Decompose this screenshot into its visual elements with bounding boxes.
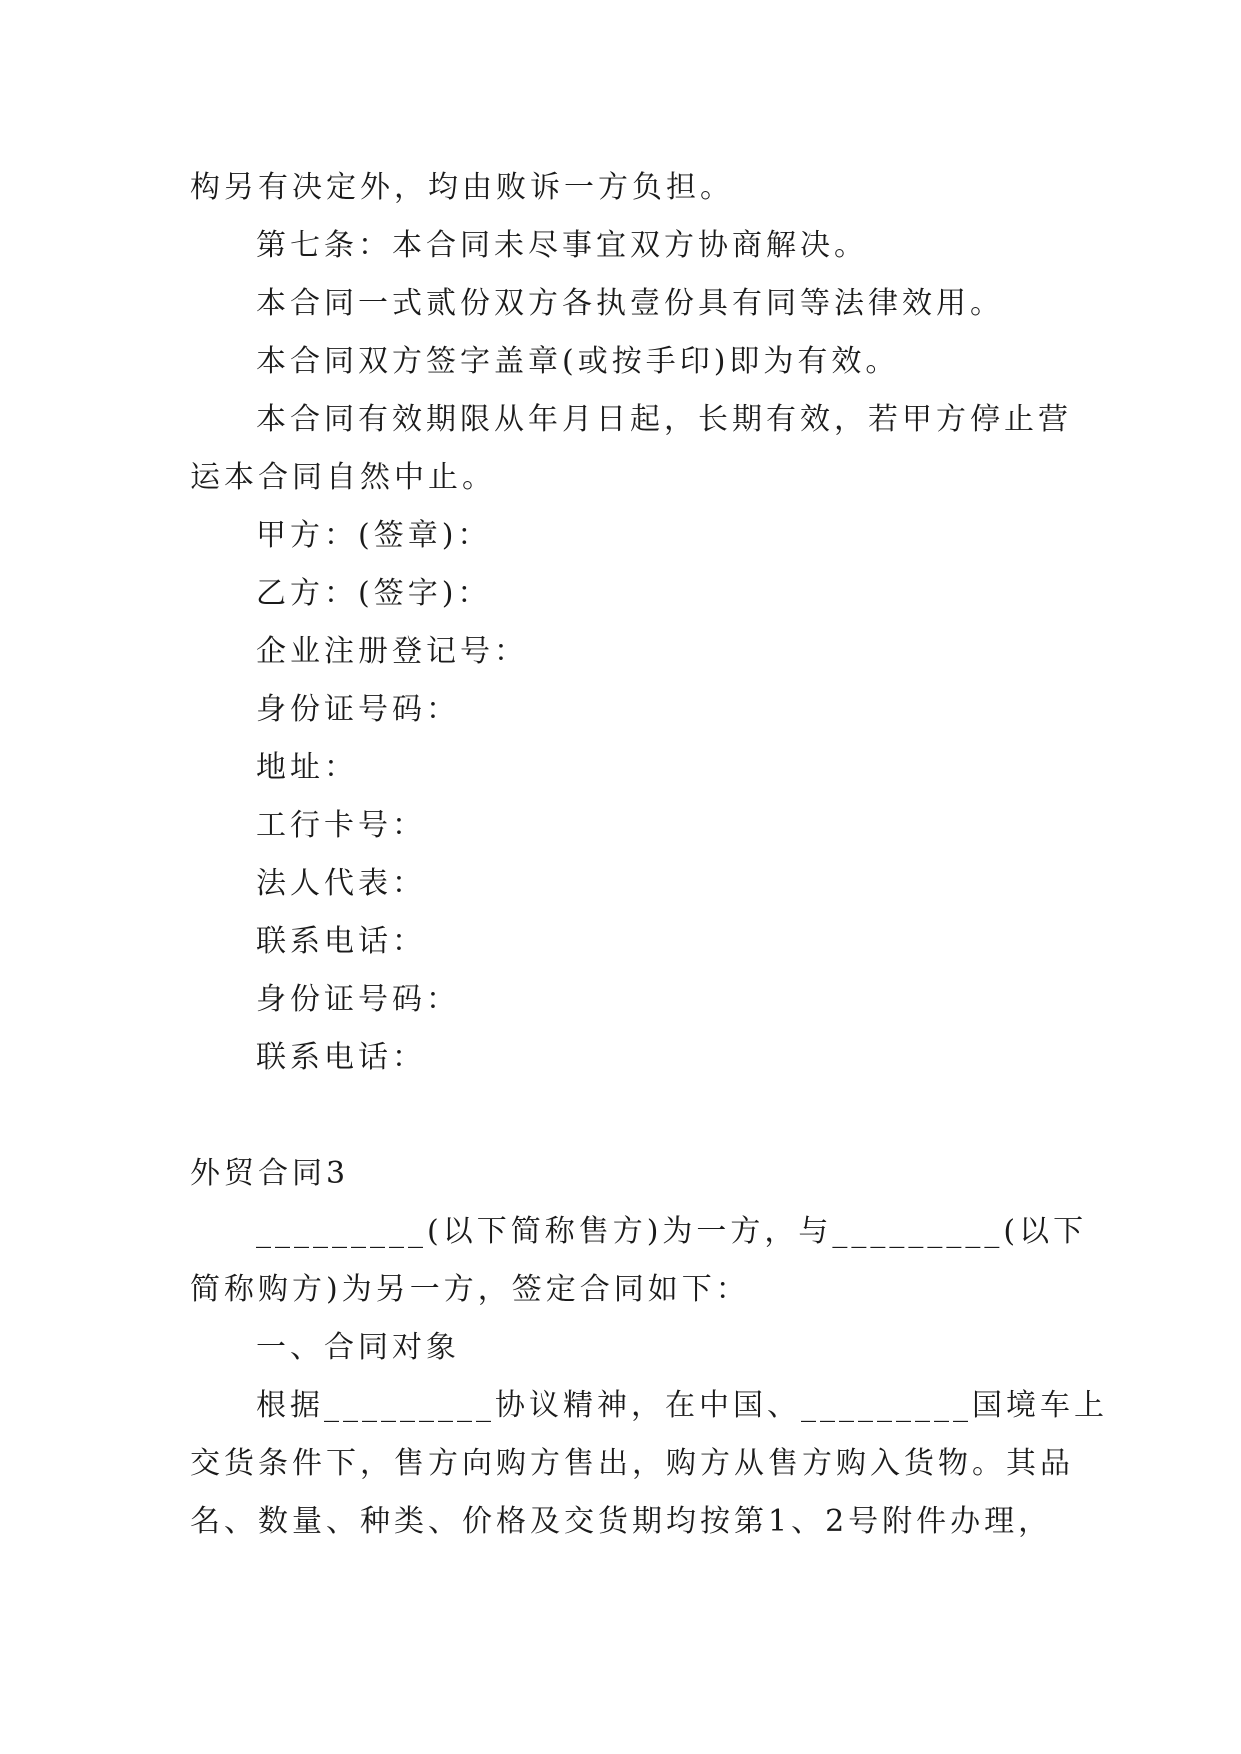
form-field-label: 企业注册登记号： [256, 634, 528, 669]
form-field-label: 法人代表： [256, 866, 426, 901]
form-field-label: 地址： [256, 750, 358, 785]
text-line: 构另有决定外，均由败诉一方负担。 [190, 170, 734, 205]
signature-field-party-b: 乙方：(签字)： [256, 576, 492, 611]
clause-heading: 一、合同对象 [256, 1330, 460, 1365]
signature-field-party-a: 甲方：(签章)： [256, 518, 492, 553]
text-line: 本合同有效期限从年月日起，长期有效，若甲方停止营 [256, 402, 1072, 437]
form-field-label: 联系电话： [256, 924, 426, 959]
form-field-label: 工行卡号： [256, 808, 426, 843]
text-line: 交货条件下，售方向购方售出，购方从售方购入货物。其品 [190, 1446, 1074, 1481]
text-line: 根据_________协议精神，在中国、_________国境车上 [256, 1388, 1108, 1423]
text-line: 名、数量、种类、价格及交货期均按第1、2号附件办理， [190, 1504, 1053, 1539]
text-line: 本合同双方签字盖章(或按手印)即为有效。 [256, 344, 900, 379]
text-line: 运本合同自然中止。 [190, 460, 496, 495]
text-line: 本合同一式贰份双方各执壹份具有同等法律效用。 [256, 286, 1004, 321]
form-field-label: 身份证号码： [256, 692, 460, 727]
form-field-label: 联系电话： [256, 1040, 426, 1075]
section-heading: 外贸合同3 [190, 1156, 350, 1191]
text-line: 简称购方)为另一方，签定合同如下： [190, 1272, 750, 1307]
form-field-label: 身份证号码： [256, 982, 460, 1017]
text-line: 第七条：本合同未尽事宜双方协商解决。 [256, 228, 868, 263]
text-line: _________(以下简称售方)为一方，与_________(以下 [256, 1214, 1088, 1249]
